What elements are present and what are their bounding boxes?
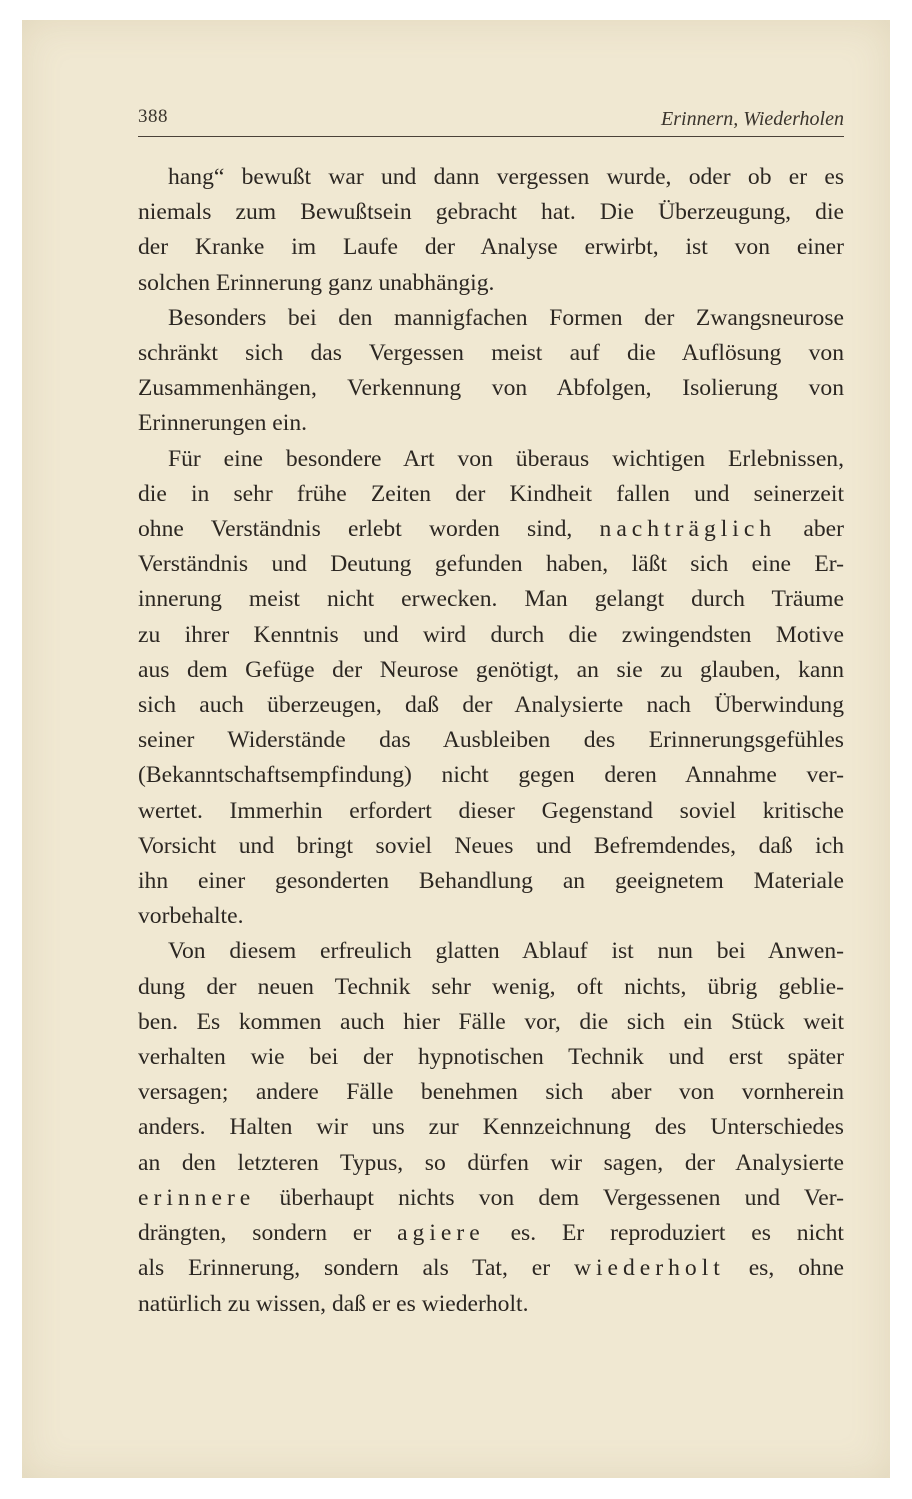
text-line: Von diesem erfreulich glatten Ablauf ist nun bei Anwen-	[168, 938, 844, 965]
text-line: ben. Es kommen auch hier Fälle vor, die sich ein Stück weit	[138, 1008, 844, 1035]
text-line: dung der neuen Technik sehr wenig, oft nichts, übrig geblie-	[138, 973, 844, 1000]
line-text: es, ohne	[724, 1255, 844, 1282]
text-line: (Bekanntschaftsempfindung) nicht gegen deren Annahme ver-	[138, 762, 844, 789]
emphasized-word: agiere	[397, 1220, 485, 1247]
line-text: es. Er reproduziert es nicht	[484, 1220, 844, 1247]
line-text: ohne Verständnis erlebt worden sind,	[138, 516, 600, 543]
text-line: hang“ bewußt war und dann vergessen wurde, oder ob er es	[168, 164, 844, 190]
text-line: seiner Widerstände das Ausbleiben des Erinnerungsgefühles	[138, 727, 844, 754]
body-text	[138, 160, 844, 1322]
text-line: niemals zum Bewußtsein gebracht hat. Die Überzeugung, die	[138, 199, 844, 226]
paragraph	[138, 301, 844, 442]
text-line: Zusammenhängen, Verkennung von Abfolgen, Isolierung von	[138, 375, 844, 402]
text-line: zu ihrer Kenntnis und wird durch die zwingendsten Motive	[138, 621, 844, 648]
text-line	[138, 1181, 844, 1216]
page-number: 388	[138, 106, 168, 127]
text-line: anders. Halten wir uns zur Kennzeichnung des Unterschiedes	[138, 1114, 844, 1141]
text-line: Erinnerungen ein.	[138, 410, 308, 437]
text-line: an den letzteren Typus, so dürfen wir sagen, der Analysierte	[138, 1149, 844, 1176]
text-line: sich auch überzeugen, daß der Analysierte nach Überwindung	[138, 692, 844, 719]
text-line	[138, 1216, 844, 1251]
text-line: innerung meist nicht erwecken. Man gelangt durch Träume	[138, 586, 844, 613]
text-line: versagen; andere Fälle benehmen sich aber von vornherein	[138, 1079, 844, 1106]
text-line: Verständnis und Deutung gefunden haben, läßt sich eine Er-	[138, 551, 844, 578]
text-line: natürlich zu wissen, daß er es wiederholt.	[138, 1290, 529, 1317]
line-text: als Erinnerung, sondern als Tat, er	[138, 1255, 574, 1282]
text-line: schränkt sich das Vergessen meist auf die Auflösung von	[138, 340, 844, 367]
text-line: verhalten wie bei der hypnotischen Technik und erst später	[138, 1044, 844, 1071]
paragraph	[138, 934, 844, 1321]
emphasized-word: wiederholt	[573, 1255, 725, 1282]
paragraph	[138, 160, 844, 301]
line-text: aber	[776, 516, 844, 543]
text-line: wertet. Immerhin erfordert dieser Gegenstand soviel kritische	[138, 797, 844, 824]
running-title: Erinnern, Wiederholen	[661, 108, 844, 130]
emphasized-word: nachträglich	[599, 516, 777, 543]
text-line: die in sehr frühe Zeiten der Kindheit fallen und seinerzeit	[138, 480, 844, 507]
text-line: Vorsicht und bringt soviel Neues und Befremdendes, daß ich	[138, 832, 844, 859]
text-line	[138, 512, 844, 547]
text-line: ihn einer gesonderten Behandlung an geeignetem Materiale	[138, 868, 844, 895]
text-line: vorbehalte.	[138, 903, 244, 930]
text-line: Besonders bei den mannigfachen Formen der Zwangsneurose	[168, 304, 844, 331]
text-line: aus dem Gefüge der Neurose genötigt, an sie zu glauben, kann	[138, 656, 844, 683]
emphasized-word: erinnere	[138, 1184, 256, 1211]
header-rule	[138, 136, 844, 137]
text-line: der Kranke im Laufe der Analyse erwirbt, ist von einer	[138, 234, 844, 261]
paragraph	[138, 442, 844, 935]
text-line: solchen Erinnerung ganz unabhängig.	[138, 269, 495, 296]
running-head	[138, 102, 846, 134]
text-line: Für eine besondere Art von überaus wichtigen Erlebnissen,	[168, 445, 844, 472]
line-text: drängten, sondern er	[138, 1220, 398, 1247]
line-text: überhaupt nichts von dem Vergessenen und Ver-	[255, 1184, 844, 1211]
text-line	[138, 1251, 844, 1286]
